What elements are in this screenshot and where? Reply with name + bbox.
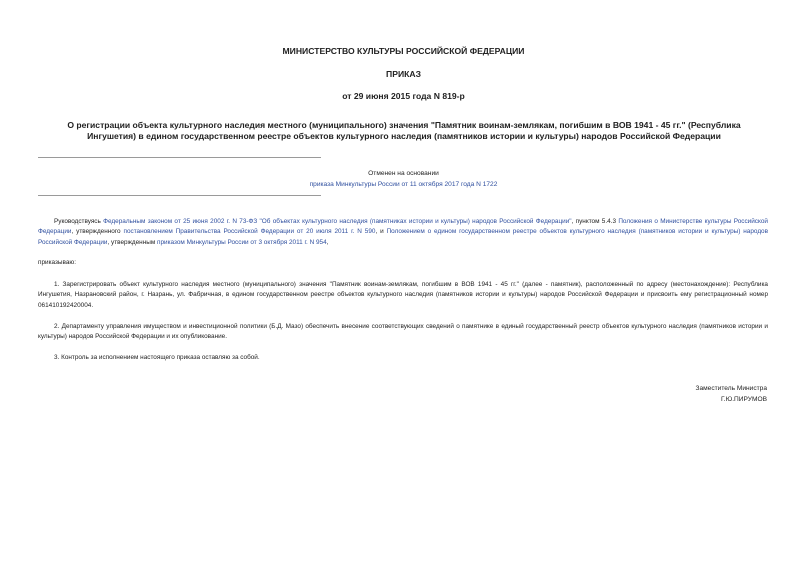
cancellation-note: Отменен на основании <box>368 170 439 177</box>
preamble-text-4: , и <box>375 228 387 236</box>
preamble-text-1: Руководствуясь <box>54 218 104 225</box>
signature-position: Заместитель Министра <box>695 385 767 392</box>
ministry-regulation-link[interactable]: Положения о Министерстве культуры Российской Федерации <box>38 218 768 236</box>
government-decree-link[interactable]: постановлением Правительства Российской Федерации от 20 июля 2011 г. N 590 <box>123 228 376 236</box>
order-item-2: 2. Департаменту управления имуществом и инвестиционной политики (Б.Д. Мазо) обеспечить внесение соответствующих сведений о памятнике в единый государственный реестр объектов культурного наследия (памятников истории и культуры) народов Российской Федерации и их опубликование. <box>38 323 768 341</box>
document-title: О регистрации объекта культурного наследия местного (муниципального) значения "Памятник воинам-землякам, погибшим в ВОВ 1941 - 45 гг." (Республика Ингушетия) в едином государственном реестре объектов культурного наследия (памятников истории и культуры) народов Российской Федерации <box>67 120 741 141</box>
doc-type-heading: ПРИКАЗ <box>386 69 421 79</box>
preamble-text-2: , пунктом 5.4.3 <box>571 218 619 225</box>
ministry-heading: МИНИСТЕРСТВО КУЛЬТУРЫ РОССИЙСКОЙ ФЕДЕРАЦИИ <box>282 46 525 56</box>
order-item-1: 1. Зарегистрировать объект культурного наследия местного (муниципального) значения "Памятник воинам-землякам, погибшим в ВОВ 1941 - 45 гг." (далее - памятник), расположенный по адресу (местонахождение): Республика Ингушетия, Назрановский район, г. Назрань, ул. Фабричная, в едином государственном реестре объектов культурного наследия (памятников истории и культуры) народов Российской Федерации и присвоить ему регистрационный номер 061410192420004. <box>38 281 768 309</box>
order-word: приказываю: <box>38 259 76 266</box>
order-item-3: 3. Контроль за исполнением настоящего приказа оставляю за собой. <box>54 354 260 361</box>
registry-regulation-link[interactable]: Положением о едином государственном реестре объектов культурного наследия (памятников истории и культуры) народов Российской Федерации <box>38 228 768 246</box>
cancellation-order-link[interactable]: приказа Минкультуры России от 11 октября 2017 года N 1722 <box>309 181 498 188</box>
cancellation-link-line <box>0 181 807 188</box>
divider-bottom <box>38 195 321 196</box>
preamble-text-6: , <box>326 238 329 246</box>
preamble-text-3: , утвержденного <box>71 228 124 236</box>
date-number-heading: от 29 июня 2015 года N 819-р <box>342 91 465 101</box>
preamble-paragraph <box>38 217 768 248</box>
ministry-order-link[interactable]: приказом Минкультуры России от 3 октября 2011 г. N 954 <box>156 238 327 246</box>
federal-law-link[interactable]: Федеральным законом от 25 июня 2002 г. N 73-ФЗ "Об объектах культурного наследия (памятниках истории и культуры) народов Российской Федерации" <box>103 218 572 225</box>
divider-top <box>38 157 321 158</box>
preamble-text-5: , утвержденным <box>107 238 157 246</box>
signature-name: Г.Ю.ПИРУМОВ <box>720 396 767 403</box>
